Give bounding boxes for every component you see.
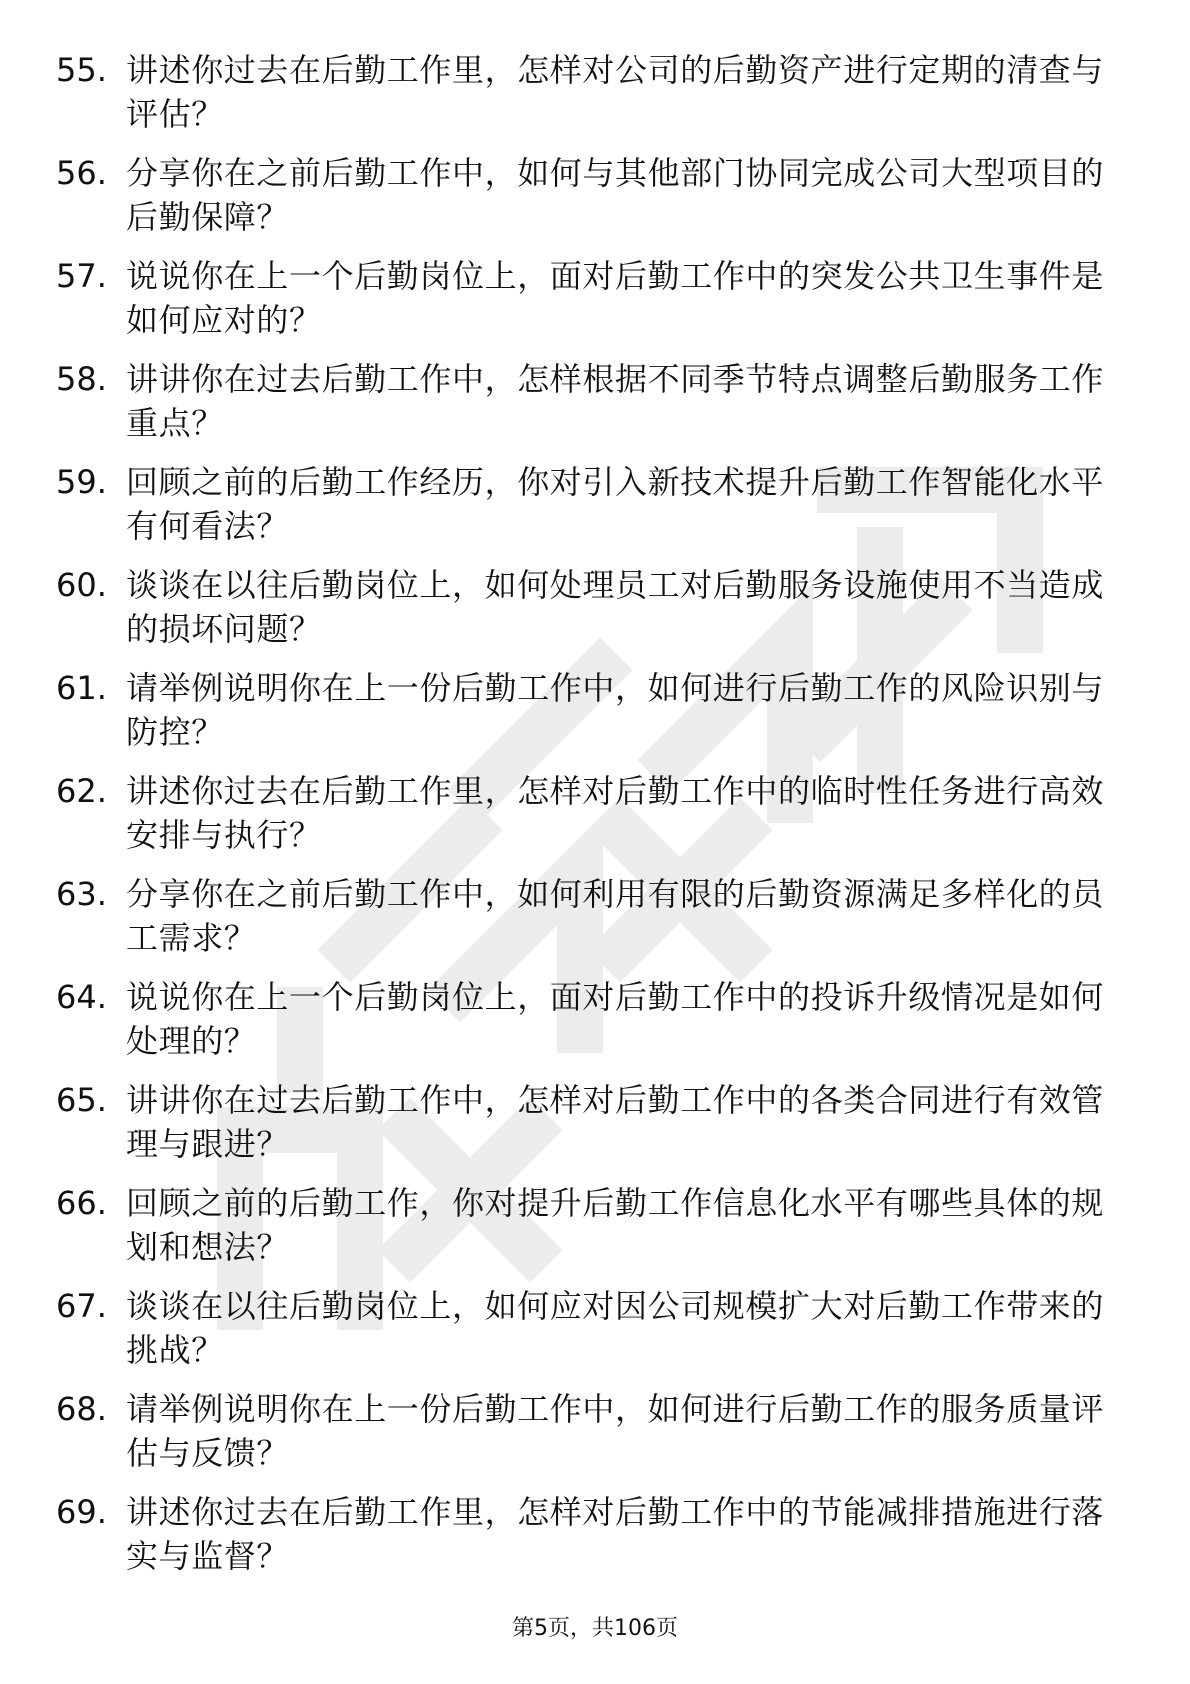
list-item xyxy=(0,1387,1190,1490)
question-text: 请举例说明你在上一份后勤工作中，如何进行后勤工作的风险识别与防控？ xyxy=(126,669,1105,751)
question-text: 讲述你过去在后勤工作里，怎样对后勤工作中的节能减排措施进行落实与监督？ xyxy=(126,1493,1105,1575)
list-item xyxy=(0,872,1190,975)
question-text: 回顾之前的后勤工作经历，你对引入新技术提升后勤工作智能化水平有何看法？ xyxy=(126,463,1105,545)
list-item xyxy=(0,460,1190,563)
question-number: 59. xyxy=(56,463,107,501)
question-number: 55. xyxy=(56,51,107,89)
question-number: 62. xyxy=(56,772,107,810)
list-item xyxy=(0,666,1190,769)
question-text: 说说你在上一个后勤岗位上，面对后勤工作中的投诉升级情况是如何处理的？ xyxy=(126,978,1105,1060)
question-number: 68. xyxy=(56,1390,107,1428)
question-number: 56. xyxy=(56,154,107,192)
question-number: 64. xyxy=(56,978,107,1016)
list-item xyxy=(0,1490,1190,1593)
question-text: 讲讲你在过去后勤工作中，怎样对后勤工作中的各类合同进行有效管理与跟进？ xyxy=(126,1081,1105,1163)
list-item xyxy=(0,1284,1190,1387)
question-number: 66. xyxy=(56,1184,107,1222)
question-text: 请举例说明你在上一份后勤工作中，如何进行后勤工作的服务质量评估与反馈？ xyxy=(126,1390,1105,1472)
list-item xyxy=(0,975,1190,1078)
question-number: 63. xyxy=(56,875,107,913)
list-item xyxy=(0,563,1190,666)
question-text: 讲讲你在过去后勤工作中，怎样根据不同季节特点调整后勤服务工作重点？ xyxy=(126,360,1105,442)
list-item xyxy=(0,254,1190,357)
question-number: 57. xyxy=(56,257,107,295)
question-text: 讲述你过去在后勤工作里，怎样对后勤工作中的临时性任务进行高效安排与执行？ xyxy=(126,772,1105,854)
question-number: 60. xyxy=(56,566,107,604)
question-number: 67. xyxy=(56,1287,107,1325)
page-number-footer: 第5页，共106页 xyxy=(512,1616,678,1641)
question-text: 回顾之前的后勤工作，你对提升后勤工作信息化水平有哪些具体的规划和想法？ xyxy=(126,1184,1105,1266)
list-item xyxy=(0,48,1190,151)
question-text: 说说你在上一个后勤岗位上，面对后勤工作中的突发公共卫生事件是如何应对的？ xyxy=(126,257,1105,339)
question-number: 69. xyxy=(56,1493,107,1531)
list-item xyxy=(0,1078,1190,1181)
list-item xyxy=(0,151,1190,254)
list-item xyxy=(0,357,1190,460)
question-number: 61. xyxy=(56,669,107,707)
question-text: 分享你在之前后勤工作中，如何利用有限的后勤资源满足多样化的员工需求？ xyxy=(126,875,1105,957)
question-text: 谈谈在以往后勤岗位上，如何处理员工对后勤服务设施使用不当造成的损坏问题？ xyxy=(126,566,1105,648)
list-item xyxy=(0,769,1190,872)
question-text: 分享你在之前后勤工作中，如何与其他部门协同完成公司大型项目的后勤保障？ xyxy=(126,154,1105,236)
question-number: 58. xyxy=(56,360,107,398)
question-text: 讲述你过去在后勤工作里，怎样对公司的后勤资产进行定期的清查与评估？ xyxy=(126,51,1105,133)
question-text: 谈谈在以往后勤岗位上，如何应对因公司规模扩大对后勤工作带来的挑战？ xyxy=(126,1287,1105,1369)
list-item xyxy=(0,1181,1190,1284)
question-number: 65. xyxy=(56,1081,107,1119)
question-list xyxy=(0,48,1190,1593)
